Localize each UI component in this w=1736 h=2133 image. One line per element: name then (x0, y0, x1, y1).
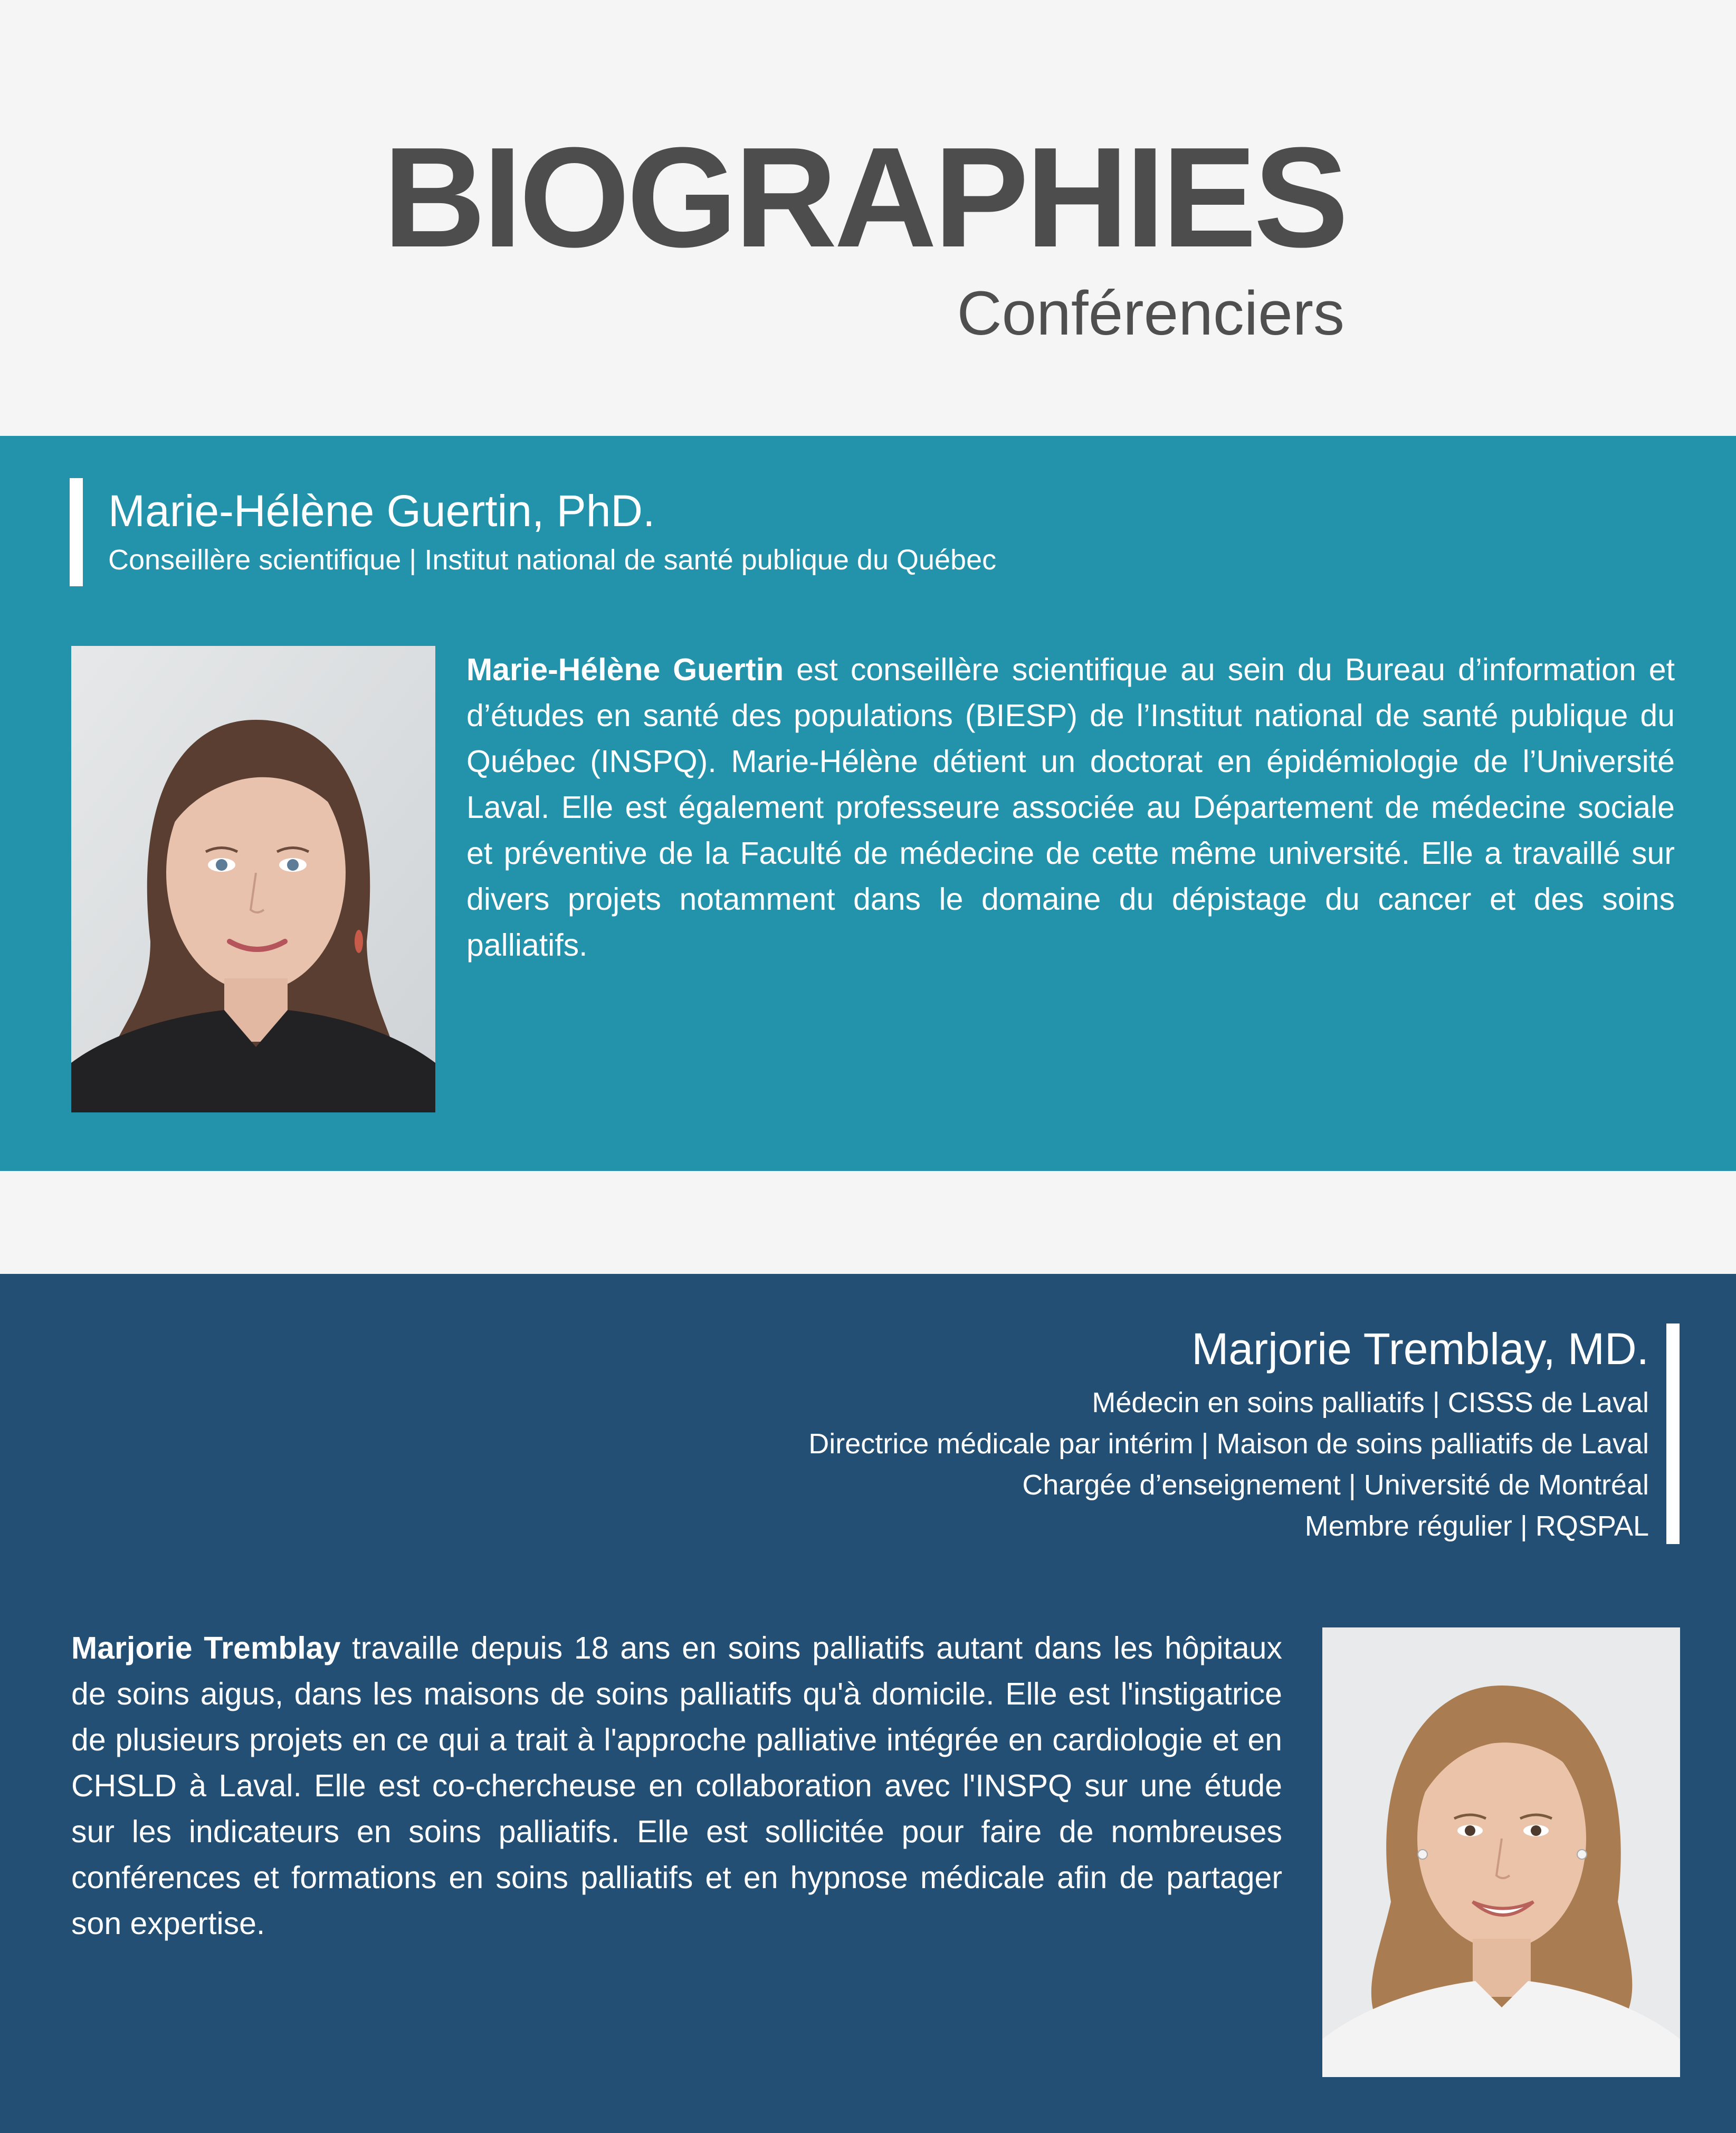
speaker-role: Conseillère scientifique | Institut national de santé publique du Québec (108, 544, 997, 576)
speaker-role: Médecin en soins palliatifs | CISSS de Laval (1092, 1387, 1649, 1418)
speaker-role: Chargée d’enseignement | Université de Montréal (1022, 1469, 1649, 1501)
page-title: BIOGRAPHIES (383, 118, 1346, 277)
speaker-bio-text: est conseillère scientifique au sein du Bureau d’information et d’études en santé des populations (BIESP) de l’Institut national de santé publique du Québec (INSPQ). Marie-Hélène détient un doctorat en épidémiologie de l’Université Laval. Elle est également professeure associée au Département de médecine sociale et préventive de la Faculté de médecine de cette même université. Elle a travaillé sur divers projets notamment dans le domaine du dépistage du cancer et des soins palliatifs. (466, 652, 1675, 963)
speaker-name: Marie-Hélène Guertin, PhD. (108, 486, 655, 536)
speaker-role: Membre régulier | RQSPAL (1304, 1510, 1649, 1542)
speaker-photo-tremblay (1322, 1627, 1680, 2077)
accent-bar (1666, 1323, 1680, 1544)
speaker-name: Marjorie Tremblay, MD. (1191, 1324, 1649, 1374)
accent-bar (70, 478, 83, 586)
speaker-section-guertin (0, 436, 1736, 1171)
page-subtitle: Conférenciers (957, 279, 1344, 348)
speaker-role: Directrice médicale par intérim | Maison de soins palliatifs de Laval (808, 1428, 1649, 1460)
portrait-illustration (71, 646, 435, 1112)
speaker-bio-name: Marjorie Tremblay (71, 1631, 341, 1665)
speaker-section-tremblay (0, 1274, 1736, 2133)
portrait-illustration (1322, 1627, 1680, 2077)
speaker-bio-name: Marie-Hélène Guertin (466, 652, 784, 687)
speaker-roles (808, 1382, 1649, 1547)
speaker-photo-guertin (71, 646, 435, 1112)
page-header (0, 0, 1736, 436)
speaker-bio (466, 647, 1675, 968)
speaker-bio (71, 1625, 1282, 1947)
speaker-bio-text: travaille depuis 18 ans en soins palliatifs autant dans les hôpitaux de soins aigus, dans les maisons de soins palliatifs qu'à domicile. Elle est l'instigatrice de plusieurs projets en ce qui a trait à l'approche palliative intégrée en cardiologie et en CHSLD à Laval. Elle est co-chercheuse en collaboration avec l'INSPQ sur une étude sur les indicateurs en soins palliatifs. Elle est sollicitée pour faire de nombreuses conférences et formations en soins palliatifs et en hypnose médicale afin de partager son expertise. (71, 1631, 1282, 1941)
